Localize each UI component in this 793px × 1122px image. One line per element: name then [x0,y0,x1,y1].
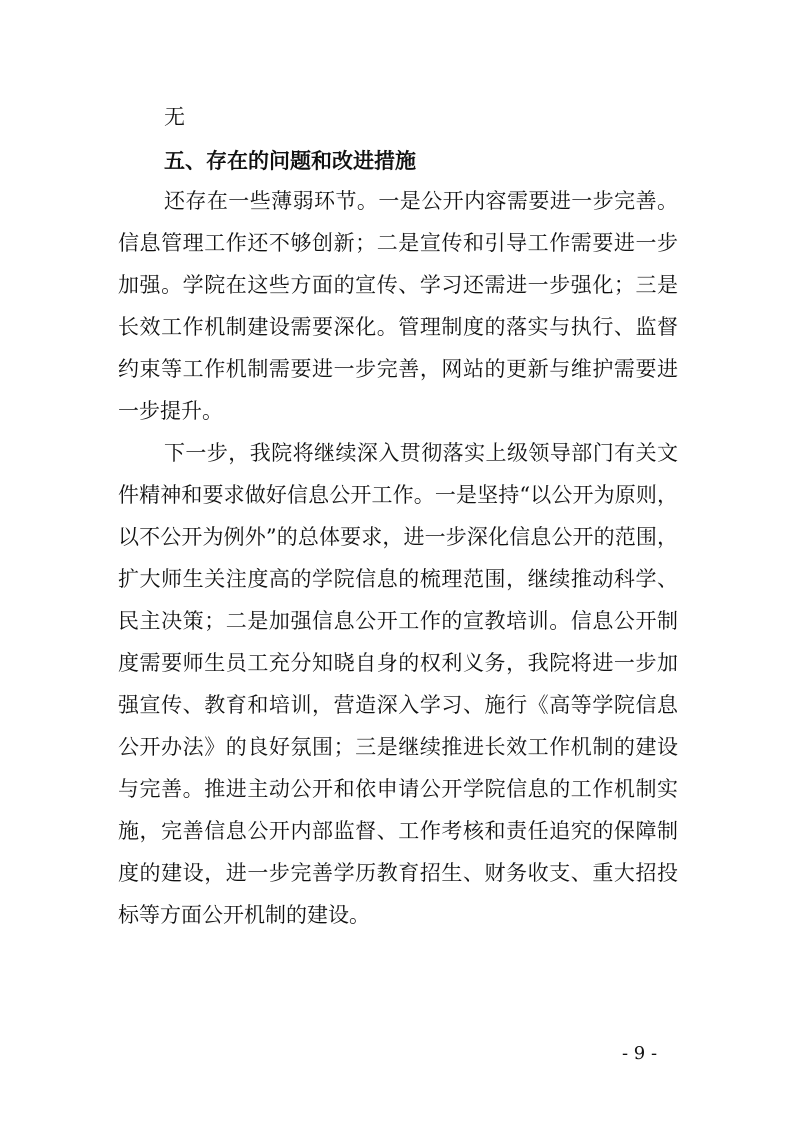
paragraph-line: 件精神和要求做好信息公开工作。一是坚持“以公开为原则， [118,483,678,507]
paragraph-line: 标等方面公开机制的建设。 [118,903,370,927]
paragraph-line: 以不公开为例外”的总体要求，进一步深化信息公开的范围， [118,525,678,549]
page-number: - 9 - [622,1043,658,1064]
paragraph-line: 扩大师生关注度高的学院信息的梳理范围，继续推动科学、 [118,567,678,591]
paragraph-line: 公开办法》的良好氛围；三是继续推进长效工作机制的建设 [118,735,678,759]
leading-word: 无 [164,105,185,129]
paragraph-line: 还存在一些薄弱环节。一是公开内容需要进一步完善。 [164,189,678,213]
paragraph-line: 加强。学院在这些方面的宣传、学习还需进一步强化；三是 [118,273,678,297]
paragraph-line: 与完善。推进主动公开和依申请公开学院信息的工作机制实 [118,777,678,801]
paragraph-line: 一步提升。 [118,399,223,423]
paragraph-line: 下一步，我院将继续深入贯彻落实上级领导部门有关文 [164,441,678,465]
paragraph-line: 施，完善信息公开内部监督、工作考核和责任追究的保障制 [118,819,678,843]
paragraph-line: 信息管理工作还不够创新；二是宣传和引导工作需要进一步 [118,231,678,255]
paragraph-line: 度需要师生员工充分知晓自身的权利义务，我院将进一步加 [118,651,678,675]
paragraph-line: 强宣传、教育和培训，营造深入学习、施行《高等学院信息 [118,693,678,717]
paragraph-line: 约束等工作机制需要进一步完善，网站的更新与维护需要进 [118,357,678,381]
paragraph-line: 度的建设，进一步完善学历教育招生、财务收支、重大招投 [118,861,678,885]
section-heading: 五、存在的问题和改进措施 [164,149,416,173]
paragraph-line: 民主决策；二是加强信息公开工作的宣教培训。信息公开制 [118,609,678,633]
paragraph-line: 长效工作机制建设需要深化。管理制度的落实与执行、监督 [118,315,678,339]
